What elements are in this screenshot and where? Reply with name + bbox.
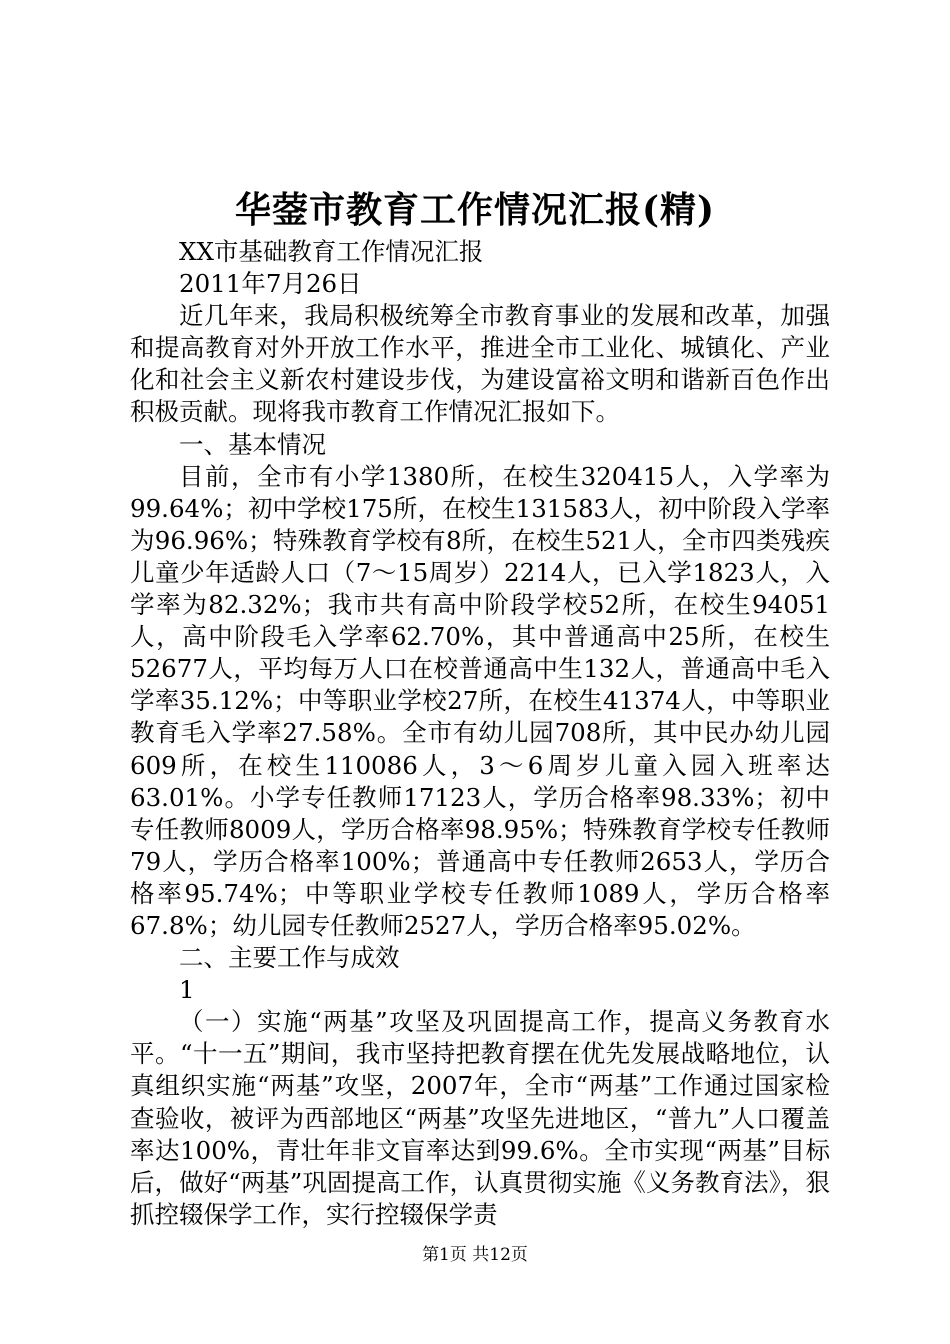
page-footer: 第1页 共12页 [422,1245,528,1265]
document-body [130,236,830,1231]
paragraph-number-marker: 1 [179,975,195,1005]
paragraph-liangji: （一）实施“两基”攻坚及巩固提高工作，提高义务教育水平。“十一五”期间，我市坚持把教育摆在优先发展战略地位，认真组织实施“两基”攻坚，2007年，全市“两基”工作通过国家检查验收，被评为西部地区“两基”攻坚先进地区，“普九”人口覆盖率达100%，青壮年非文盲率达到99.6%。全市实现“两基”目标后，做好“两基”巩固提高工作，认真贯彻实施《义务教育法》，狠抓控辍保学工作，实行控辍保学责 [130,1007,830,1229]
paragraph-date: 2011年7月26日 [179,269,362,299]
paragraph-statistics: 目前，全市有小学1380所，在校生320415人，入学率为99.64%；初中学校175所，在校生131583人，初中阶段入学率为96.96%；特殊教育学校有8所，在校生521人，全市四类残疾儿童少年适龄人口（7～15周岁）2214人，已入学1823人，入学率为82.32%；我市共有高中阶段学校52所，在校生94051人，高中阶段毛入学率62.70%，其中普通高中25所，在校生52677人，平均每万人口在校普通高中生132人，普通高中毛入学率35.12%；中等职业学校27所，在校生41374人，中等职业教育毛入学率27.58%。全市有幼儿园708所，其中民办幼儿园609所，在校生110086人，3～6周岁儿童入园入班率达63.01%。小学专任教师17123人，学历合格率98.33%；初中专任教师8009人，学历合格率98.95%；特殊教育学校专任教师79人，学历合格率100%；普通高中专任教师2653人，学历合格率95.74%；中等职业学校专任教师1089人，学历合格率67.8%；幼儿园专任教师2527人，学历合格率95.02%。 [130,461,830,940]
section-heading-main-work: 二、主要工作与成效 [179,943,400,973]
paragraph-intro: 近几年来，我局积极统筹全市教育事业的发展和改革，加强和提高教育对外开放工作水平，推进全市工业化、城镇化、产业化和社会主义新农村建设步伐，为建设富裕文明和谐新百色作出积极贡献。现将我市教育工作情况汇报如下。 [130,301,830,427]
section-heading-basic-situation: 一、基本情况 [179,429,326,459]
document-title: 华蓥市教育工作情况汇报(精) [234,189,716,231]
paragraph-subtitle: XX市基础教育工作情况汇报 [179,237,484,266]
